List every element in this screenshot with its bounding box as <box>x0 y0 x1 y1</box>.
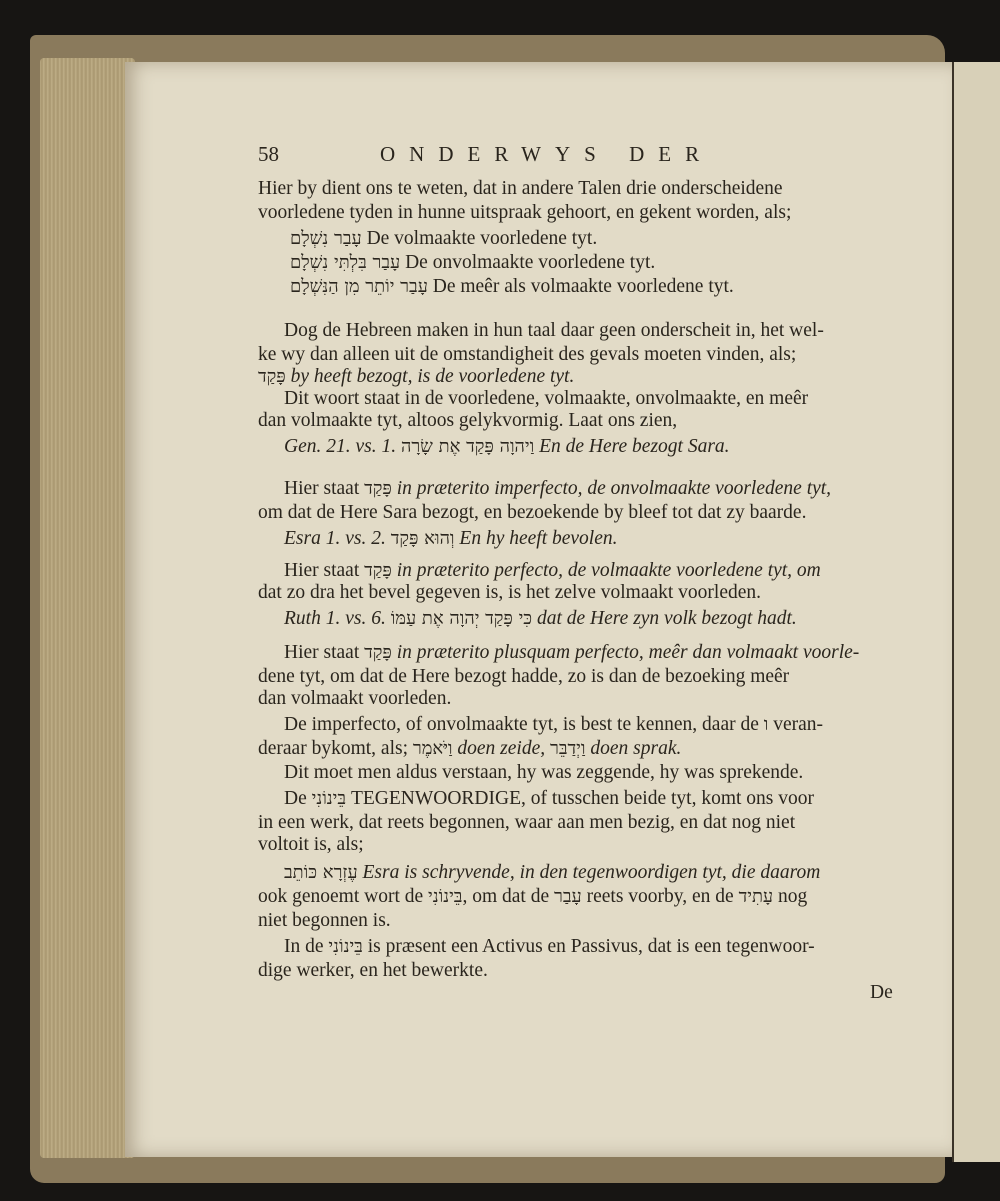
text-line: Gen. 21. vs. 1. וַיהוָה פָּקַד אֶת שָׂרָה En de Here bezogt Sara. <box>284 436 730 457</box>
text-line: Esra 1. vs. 2. וְהוּא פָּקַד En hy heeft bevolen. <box>284 528 618 549</box>
hebrew-term: עָבַר בִּלְתִּי נִשְׁלָם <box>290 252 401 273</box>
text-line: Hier staat פָּקַד in præterito imperfecto, de onvolmaakte voorledene tyt, <box>284 478 832 499</box>
text-line: Dit woort staat in de voorledene, volmaakte, onvolmaakte, en meêr <box>284 388 809 409</box>
text-line: Dog de Hebreen maken in hun taal daar geen onderscheit in, het wel- <box>284 320 824 341</box>
hebrew-term: עָבַר נִשְׁלָם <box>290 228 362 249</box>
text-line: ke wy dan alleen uit de omstandigheit des gevals moeten vinden, als; <box>258 344 797 365</box>
text-line: in een werk, dat reets begonnen, waar aan men bezig, en dat nog niet <box>258 812 796 833</box>
text-line: עָבַר יוֹתֵר מִן הַנִּשְׁלָם De meêr als volmaakte voorledene tyt. <box>290 276 734 297</box>
text-line: עֶזְרָא כּוֹתֵב Esra is schryvende, in den tegenwoordigen tyt, die daarom <box>284 862 821 883</box>
text-line: De בֵּינוֹנִי TEGENWOORDIGE, of tusschen beide tyt, komt ons voor <box>284 788 814 809</box>
page-edges <box>40 58 135 1158</box>
text-line: om dat de Here Sara bezogt, en bezoekende by bleef tot dat zy baarde. <box>258 502 807 523</box>
hebrew-term: עָבַר יוֹתֵר מִן הַנִּשְׁלָם <box>290 276 428 297</box>
text-line: Hier staat פָּקַד in præterito plusquam perfecto, meêr dan volmaakt voorle- <box>284 642 860 663</box>
text-line: dan volmaakte tyt, altoos gelykvormig. Laat ons zien, <box>258 410 678 431</box>
text-line: Hier staat פָּקַד in præterito perfecto, de volmaakte voorledene tyt, om <box>284 560 821 581</box>
text-line: dene tyt, om dat de Here bezogt hadde, zo is dan de bezoeking meêr <box>258 666 790 687</box>
text-line: niet begonnen is. <box>258 910 391 931</box>
running-title: ONDERWYS DER <box>380 142 714 166</box>
text-line: עָבַר נִשְׁלָם De volmaakte voorledene tyt. <box>290 228 598 249</box>
text-line: dige werker, en het bewerkte. <box>258 960 488 981</box>
text-line: dat zo dra het bevel gegeven is, is het zelve volmaakt voorleden. <box>258 582 762 603</box>
page-number: 58 <box>258 142 279 166</box>
catchword: De <box>870 982 893 1003</box>
text-line: deraar bykomt, als; וַיֹּאמֶר doen zeide, וַיְדַבֵּר doen sprak. <box>258 738 682 759</box>
text-line: פָּקַד by heeft bezogt, is de voorledene tyt. <box>258 366 575 387</box>
text-line: dan volmaakt voorleden. <box>258 688 452 709</box>
text-line: עָבַר בִּלְתִּי נִשְׁלָם De onvolmaakte voorledene tyt. <box>290 252 656 273</box>
text-line: Hier by dient ons te weten, dat in andere Talen drie onderscheidene <box>258 178 783 199</box>
text-line: Dit moet men aldus verstaan, hy was zeggende, hy was sprekende. <box>284 762 804 783</box>
text-line: De imperfecto, of onvolmaakte tyt, is best te kennen, daar de ו veran- <box>284 714 824 735</box>
text-line: Ruth 1. vs. 6. כִּי פָּקַד יְהוָה אֶת עַמּוֹ dat de Here zyn volk bezogt hadt. <box>284 608 797 629</box>
text-line: In de בֵּינוֹנִי is præsent een Activus en Passivus, dat is een tegenwoor- <box>284 936 815 957</box>
text-line: ook genoemt wort de בֵּינוֹנִי, om dat de עָבַר reets voorby, en de עָתִיד nog <box>258 886 808 907</box>
text-line: voorledene tyden in hunne uitspraak gehoort, en gekent worden, als; <box>258 202 792 223</box>
text-line: voltoit is, als; <box>258 834 364 855</box>
facing-page-edge <box>952 62 1000 1162</box>
